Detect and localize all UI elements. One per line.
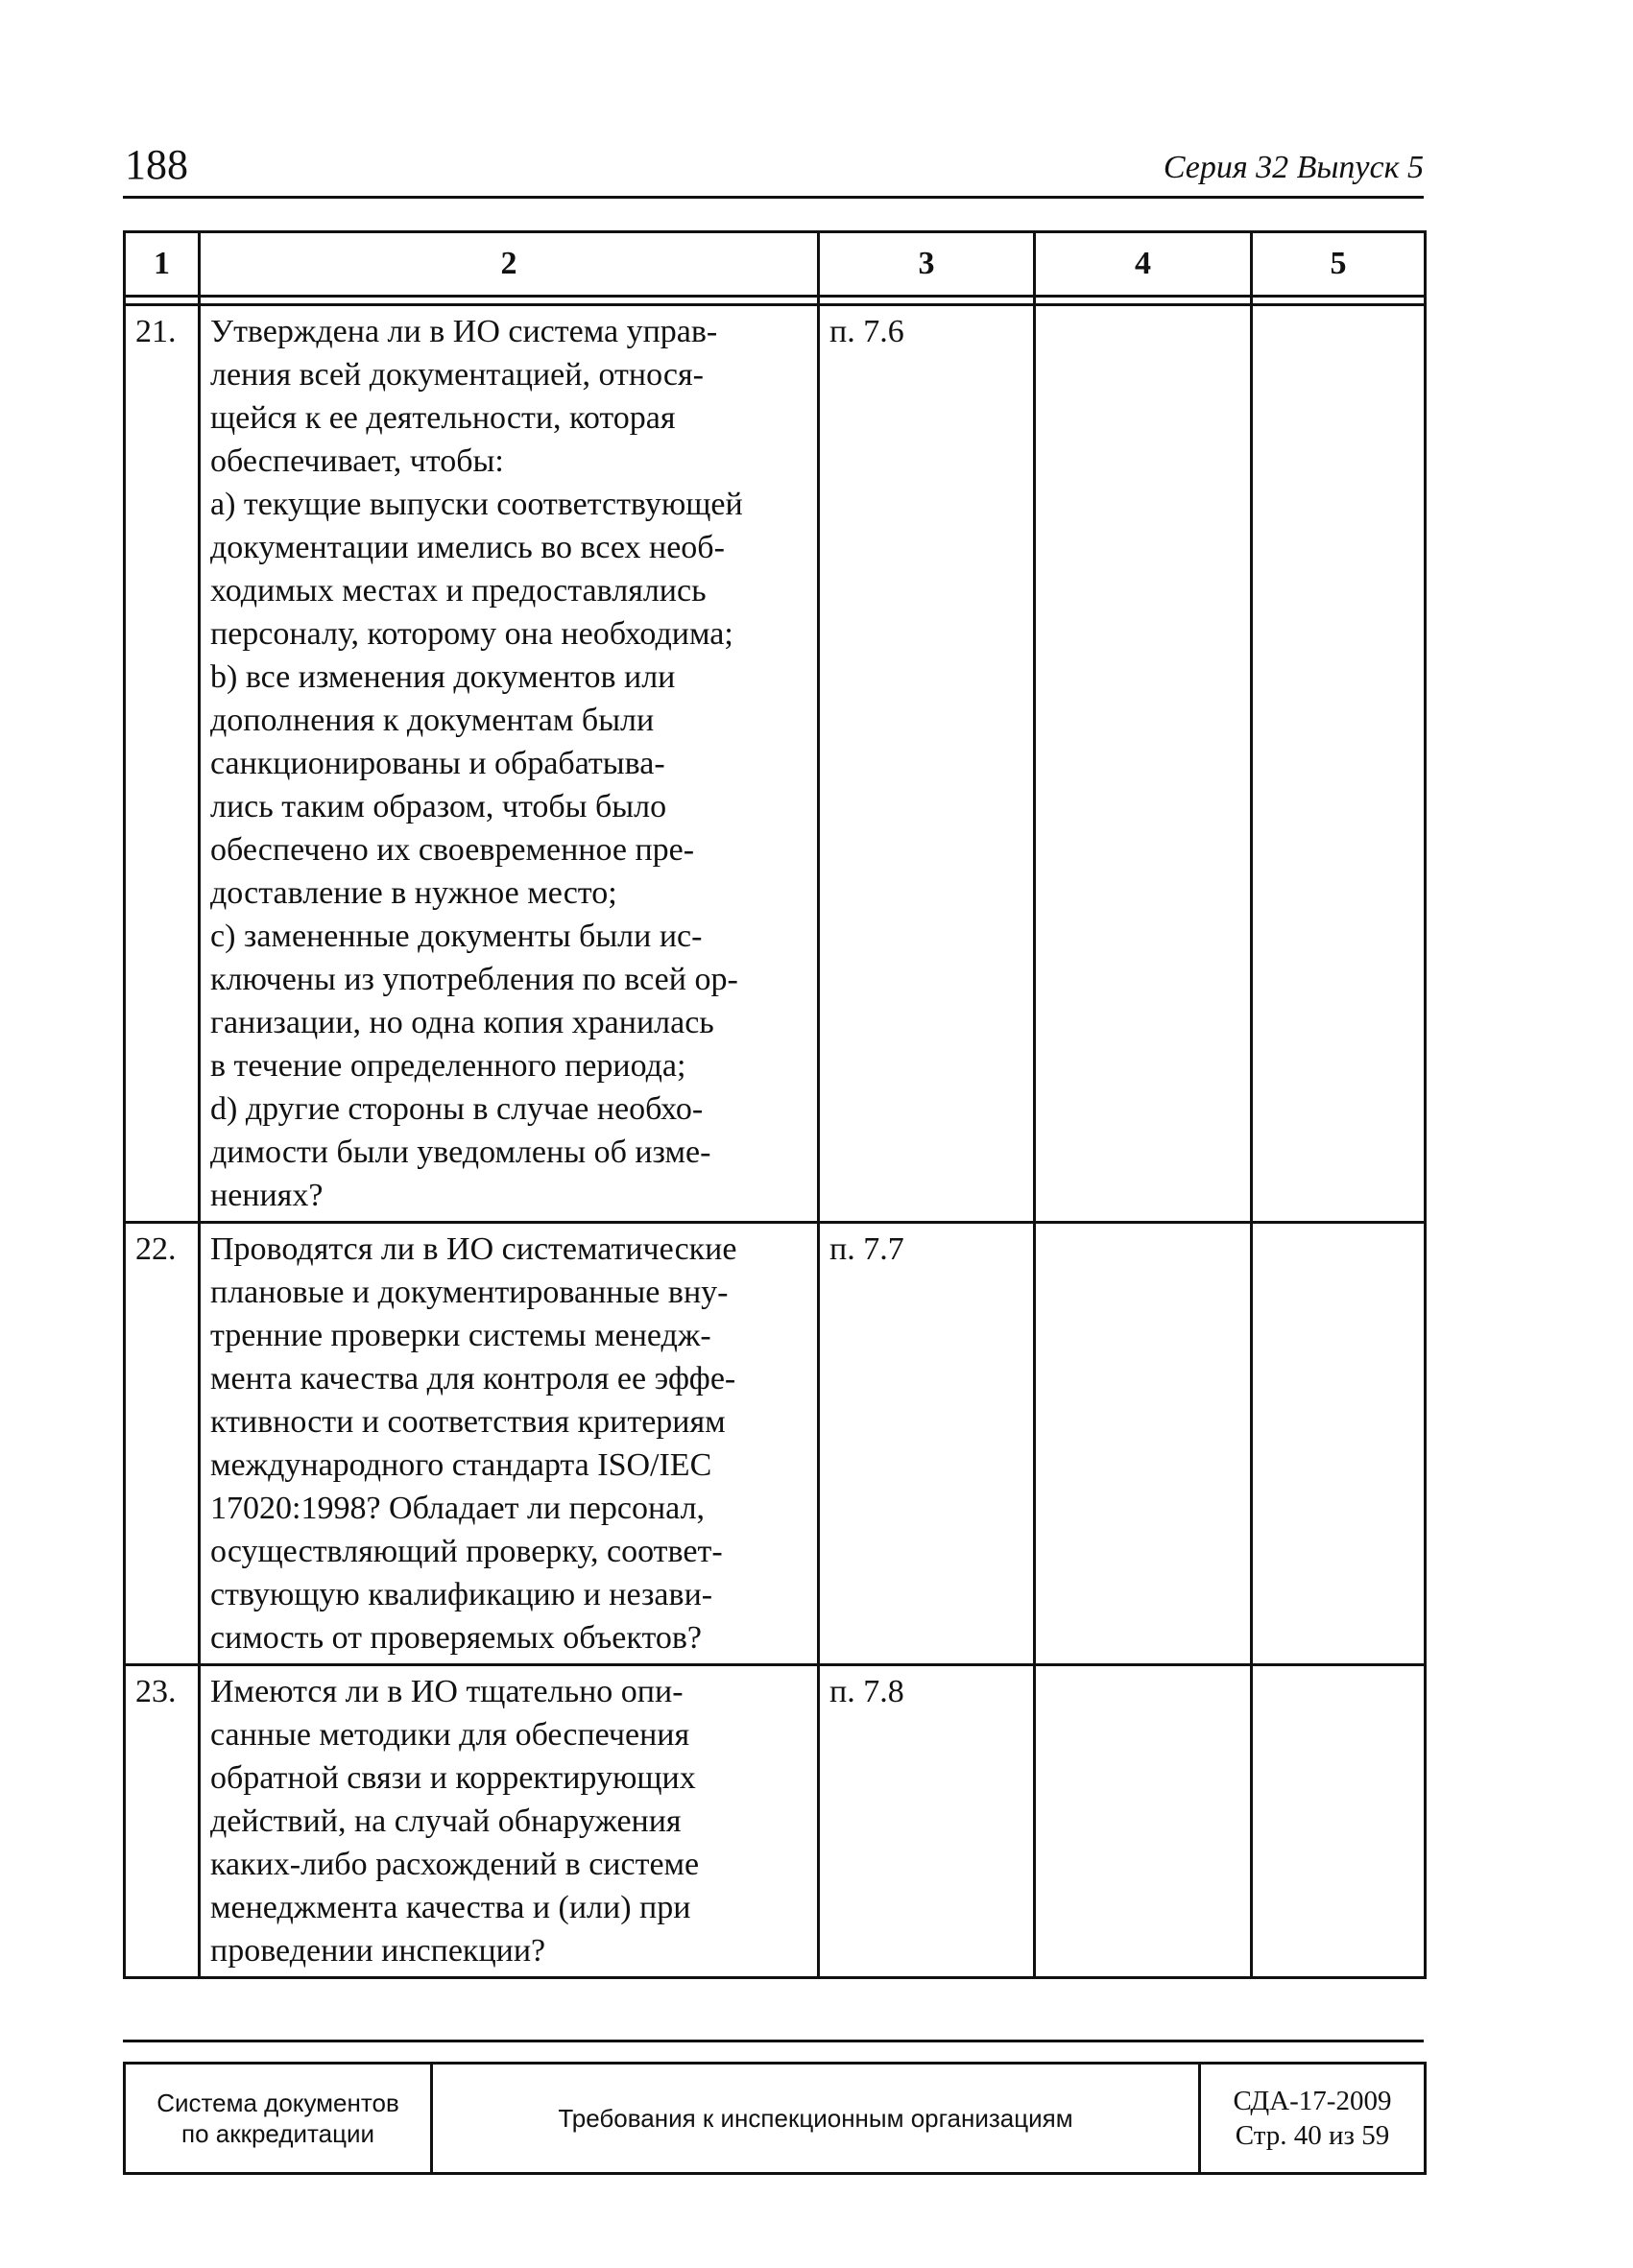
row-number: 22.	[125, 1223, 200, 1665]
header-spacer-row	[125, 297, 1426, 305]
reference-cell: п. 7.8	[819, 1665, 1035, 1978]
column-header-4: 4	[1035, 232, 1252, 297]
column-header-5: 5	[1252, 232, 1426, 297]
footer-left-line-1: Система документов	[156, 2089, 399, 2117]
footer-code: СДА-17-2009	[1233, 2086, 1392, 2116]
column-header-1: 1	[125, 232, 200, 297]
footer-left-line-2: по аккредитации	[180, 2119, 375, 2148]
series-title: Серия 32 Выпуск 5	[1163, 150, 1424, 185]
row-number: 23.	[125, 1665, 200, 1978]
column-header-2: 2	[200, 232, 819, 297]
requirements-table	[123, 230, 1427, 1979]
requirement-text: Имеются ли в ИО тщательно опи- санные методики для обеспечения обратной связи и корректирующих действий, на случай обнаружения каких-либо расхождений в системе менеджмента качества и (или) при проведении инспекции?	[200, 1665, 819, 1978]
reference-cell: п. 7.6	[819, 305, 1035, 1223]
requirement-text: Проводятся ли в ИО систематические плановые и документированные вну- тренние проверки системы менедж- мента качества для контроля ее эффе- ктивности и соответствия критериям международного стандарта ISO/IEC 17020:1998? Обладает ли персонал, осуществляющий проверку, соответ- ствующую квалификацию и незави- симость от проверяемых объектов?	[200, 1223, 819, 1665]
table-row	[125, 305, 1426, 1223]
row-number: 21.	[125, 305, 200, 1223]
page-number: 188	[125, 141, 188, 188]
footer-rule	[123, 2040, 1424, 2042]
column-5-cell	[1252, 305, 1426, 1223]
column-5-cell	[1252, 1223, 1426, 1665]
table-row	[125, 1223, 1426, 1665]
column-4-cell	[1035, 305, 1252, 1223]
footer-page-info: Стр. 40 из 59	[1235, 2120, 1390, 2151]
requirement-text: Утверждена ли в ИО система управ- ления всей документацией, относя- щейся к ее деятельности, которая обеспечивает, чтобы: a) текущие выпуски соответствующей документации имелись во всех необ- ходимых местах и предоставлялись персоналу, которому она необходима; b) все изменения документов или дополнения к документам были санкционированы и обрабатыва- лись таким образом, чтобы было обеспечено их своевременное пре- доставление в нужное место; c) замененные документы были ис- ключены из употребления по всей ор- ганизации, но одна копия хранилась в течение определенного периода; d) другие стороны в случае необхо- димости были уведомлены об изме- нениях?	[200, 305, 819, 1223]
footer-table	[123, 2062, 1427, 2175]
table-header-row	[125, 232, 1426, 297]
column-5-cell	[1252, 1665, 1426, 1978]
column-4-cell	[1035, 1665, 1252, 1978]
column-header-3: 3	[819, 232, 1035, 297]
table-row	[125, 1665, 1426, 1978]
footer-document-code	[1200, 2064, 1426, 2174]
footer-system-label	[125, 2064, 432, 2174]
reference-cell: п. 7.7	[819, 1223, 1035, 1665]
column-4-cell	[1035, 1223, 1252, 1665]
footer-document-title: Требования к инспекционным организациям	[432, 2064, 1200, 2174]
header-rule	[123, 196, 1424, 199]
